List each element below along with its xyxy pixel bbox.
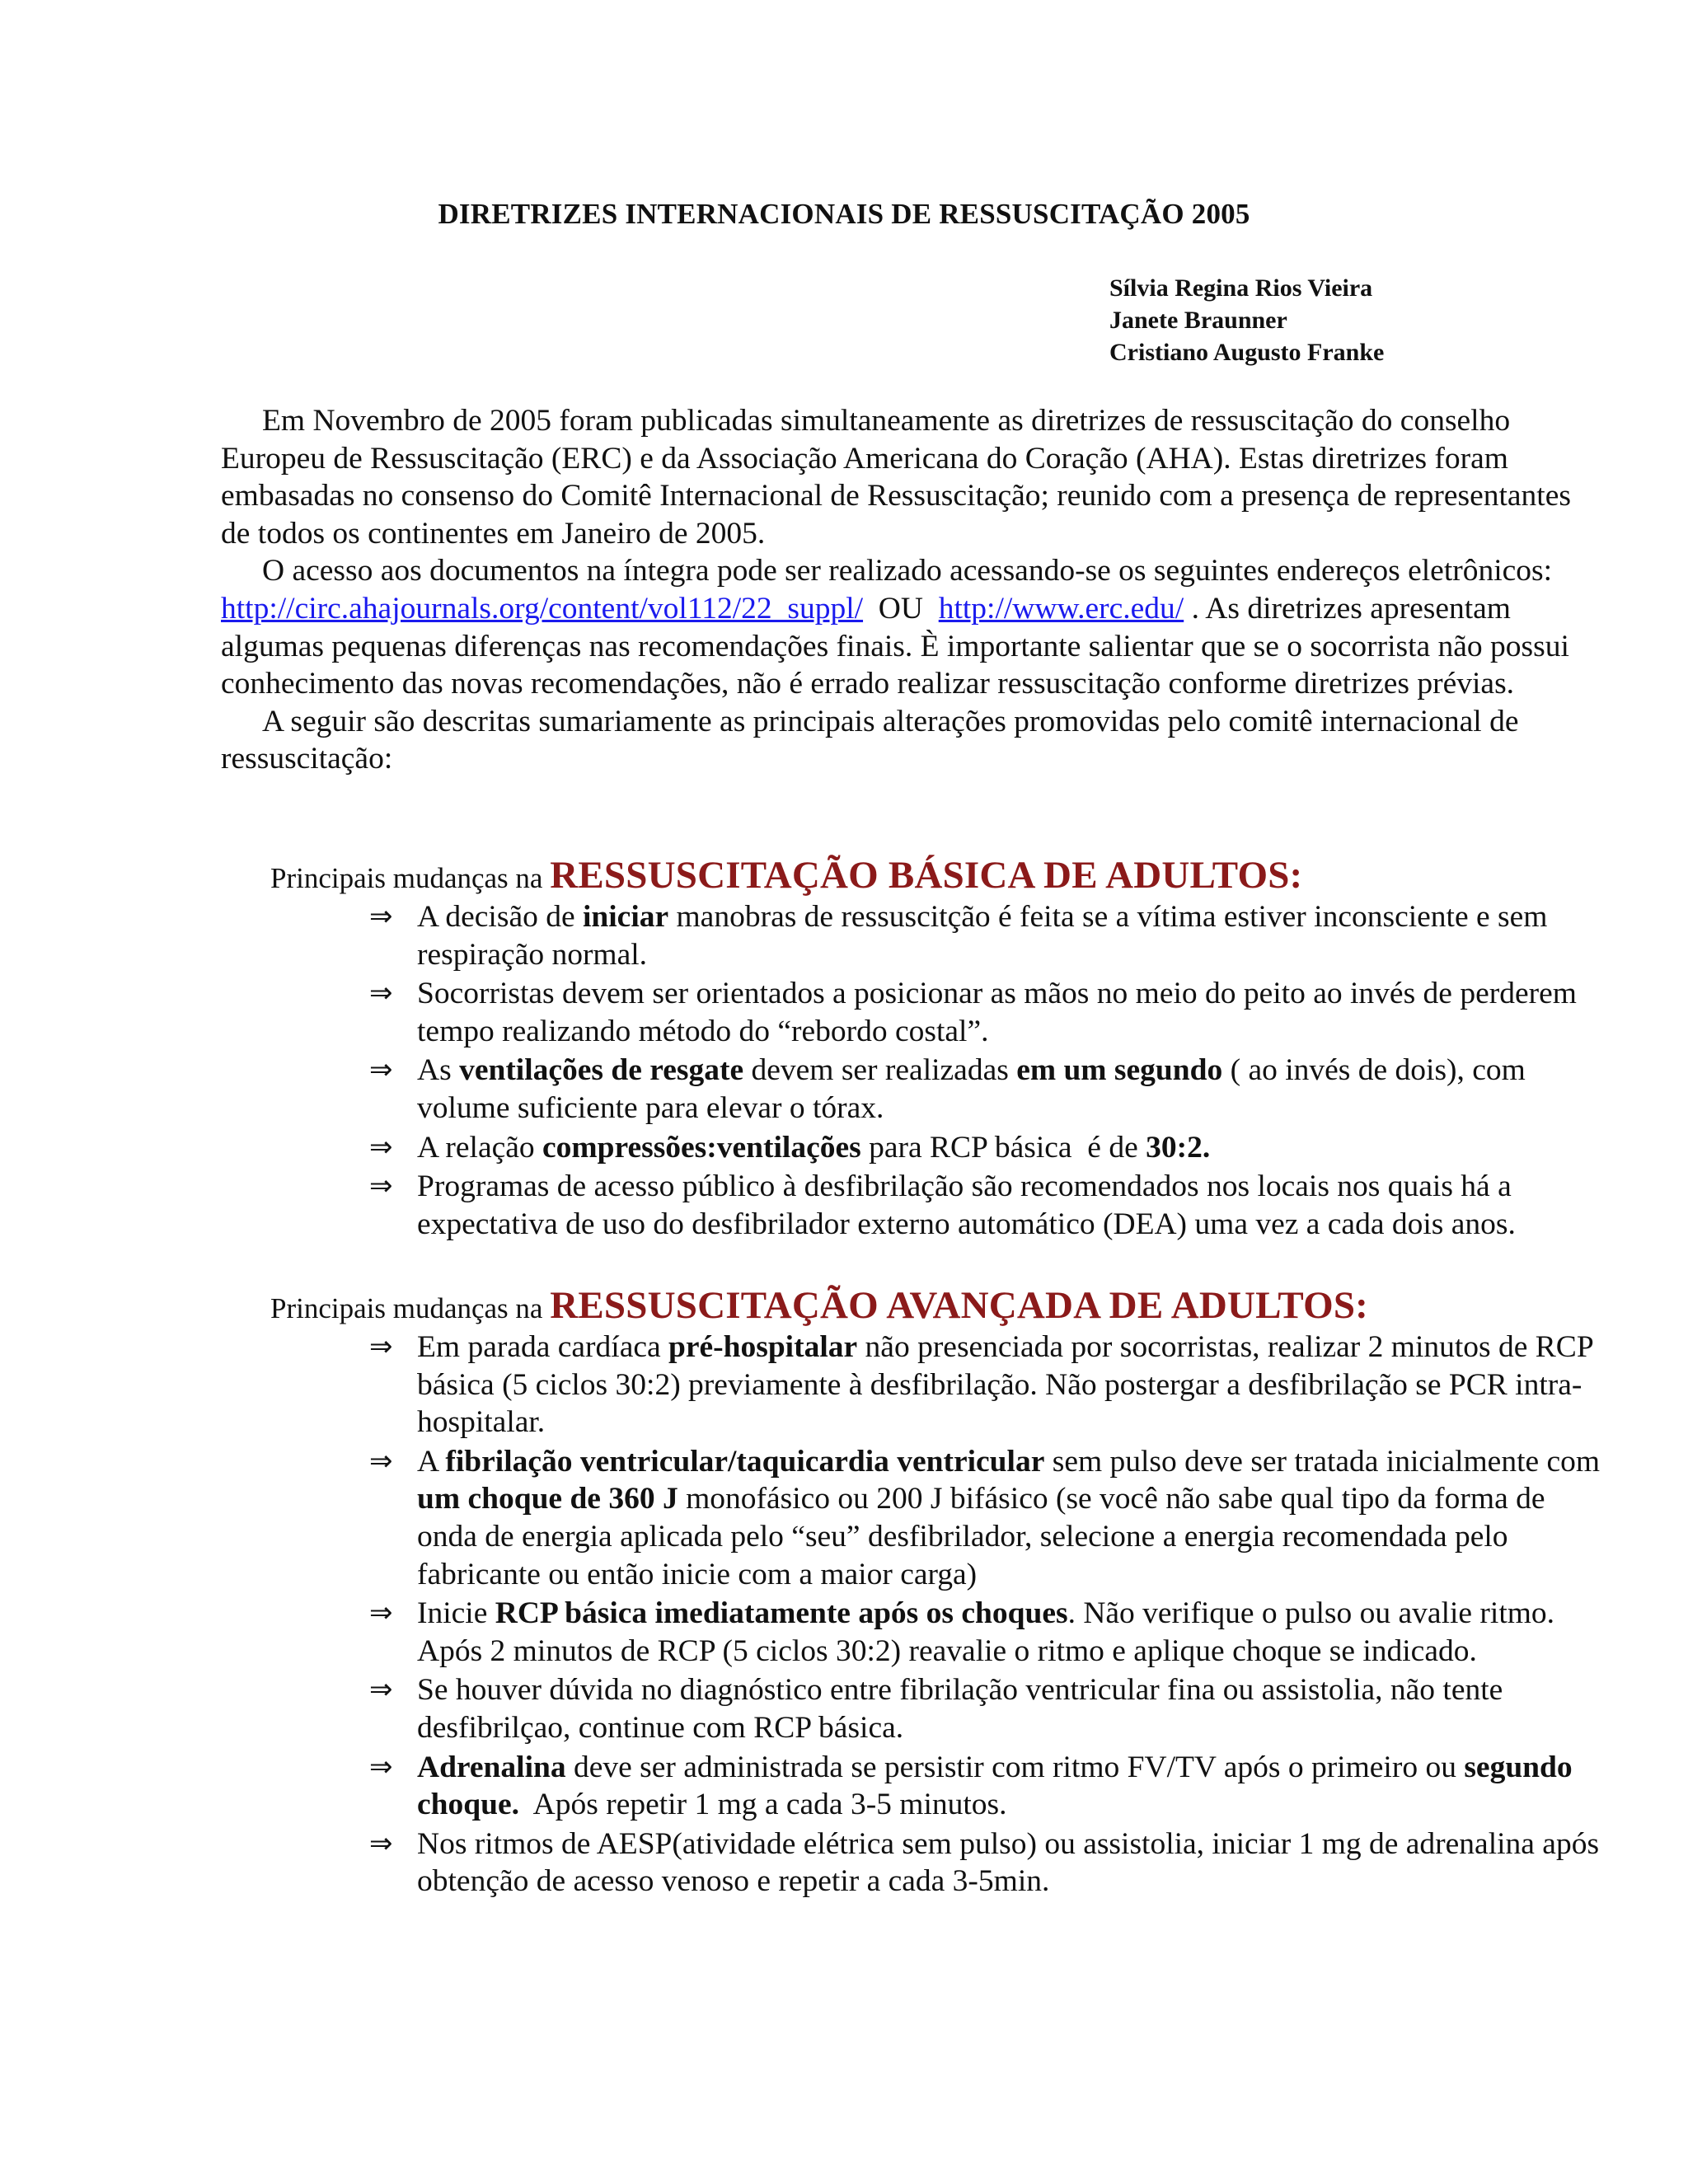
heading-title: RESSUSCITAÇÃO BÁSICA DE ADULTOS: [550,854,1303,897]
intro-paragraph-2 [221,552,1573,702]
author-name: Cristiano Augusto Franke [1109,339,1385,366]
item-text: sem pulso deve ser tratada inicialmente com [1044,1444,1601,1479]
advanced-changes-list [369,1329,1606,1902]
item-bold-text: em um segundo [1016,1053,1223,1088]
right-double-arrow-icon: ⇒ [369,900,393,933]
authors-block [1109,272,1384,368]
item-bold-text: fibrilação ventricular/taquicardia ventricular [445,1444,1045,1479]
item-text: A decisão de [417,900,583,934]
introduction [221,402,1573,778]
erc-link[interactable]: http://www.erc.edu/ [938,591,1184,626]
item-text: Se houver dúvida no diagnóstico entre fibrilação ventricular fina ou assistolia, não tente desfibrilçao, continue com RCP básica. [417,1673,1503,1745]
list-item [369,898,1606,973]
right-double-arrow-icon: ⇒ [369,1596,393,1630]
item-text: Socorristas devem ser orientados a posicionar as mãos no meio do peito ao invés de perderem tempo realizando método do “rebordo costal”. [417,977,1577,1048]
item-text: Inicie [417,1596,495,1631]
heading-prefix: Principais mudanças na [270,1292,551,1324]
intro-paragraph-3: A seguir são descritas sumariamente as principais alterações promovidas pelo comitê internacional de ressuscitação: [221,704,1519,776]
list-item [369,1052,1606,1127]
item-bold-text: pré-hospitalar [668,1330,858,1364]
list-item [369,1671,1606,1746]
list-item [369,975,1606,1050]
right-double-arrow-icon: ⇒ [369,1130,393,1164]
list-item [369,1329,1606,1441]
list-item [369,1825,1606,1900]
item-text: ( ao invés de dois), com volume suficiente para elevar o tórax. [417,1053,1526,1125]
document-title: DIRETRIZES INTERNACIONAIS DE RESSUSCITAÇÃO 2005 [438,198,1250,230]
basic-changes-list [369,898,1606,1244]
intro-paragraph-1: Em Novembro de 2005 foram publicadas simultaneamente as diretrizes de ressuscitação do conselho Europeu de Ressuscitação (ERC) e da Associação Americana do Coração (AHA). Estas diretrizes foram embasadas no consenso do Comitê Internacional de Ressuscitação; reunido com a presença de representantes de todos os continentes em Janeiro de 2005. [221,404,1571,551]
list-item [369,1595,1606,1670]
item-text: . Não verifique o pulso ou avalie ritmo. Após 2 minutos de RCP (5 ciclos 30:2) reavalie o ritmo e aplique choque se indicado. [417,1596,1568,1668]
item-text: As [417,1053,460,1088]
item-bold-text: RCP básica imediatamente após os choques [495,1596,1068,1631]
right-double-arrow-icon: ⇒ [369,1444,393,1478]
item-text: não presenciada por socorristas, realizar 2 minutos de RCP básica (5 ciclos 30:2) previamente à desfibrilação. Não postergar a desfibrilação se PCR intra-hospitalar. [417,1330,1593,1440]
item-bold-text: 30:2. [1146,1130,1211,1165]
item-text: A relação [417,1130,542,1165]
heading-prefix: Principais mudanças na [270,862,551,894]
item-bold-text: ventilações de resgate [459,1053,744,1088]
paragraph-text: OU [863,591,939,626]
item-text: deve ser administrada se persistir com ritmo FV/TV após o primeiro ou [565,1750,1465,1784]
item-text: A [417,1444,446,1479]
list-item [369,1443,1606,1593]
item-text: devem ser realizadas [743,1053,1017,1088]
author-name: Sílvia Regina Rios Vieira [1109,274,1373,302]
right-double-arrow-icon: ⇒ [369,1826,393,1860]
aha-link[interactable]: http://circ.ahajournals.org/content/vol112/22_suppl/ [221,591,864,626]
item-text: monofásico ou 200 J bifásico (se você não sabe qual tipo da forma de onda de energia aplicada pelo “seu” desfibrilador, selecione a energia recomendada pelo fabricante ou então inicie com a maior carga) [417,1482,1545,1591]
heading-title: RESSUSCITAÇÃO AVANÇADA DE ADULTOS: [550,1284,1369,1327]
item-text: para RCP básica é de [860,1130,1146,1165]
right-double-arrow-icon: ⇒ [369,1053,393,1087]
item-text: Nos ritmos de AESP(atividade elétrica sem pulso) ou assistolia, iniciar 1 mg de adrenalina após obtenção de acesso venoso e repetir a cada 3-5min. [417,1826,1600,1899]
right-double-arrow-icon: ⇒ [369,1169,393,1203]
right-double-arrow-icon: ⇒ [369,1750,393,1783]
item-text: Após repetir 1 mg a cada 3-5 minutos. [518,1788,1007,1822]
item-text: Programas de acesso público à desfibrilação são recomendados nos locais nos quais há a expectativa de uso do desfibrilador externo automático (DEA) uma vez a cada dois anos. [417,1169,1516,1241]
paragraph-text: O acesso aos documentos na íntegra pode ser realizado acessando-se os seguintes endereços eletrônicos: [262,554,1553,588]
list-item [369,1168,1606,1243]
item-bold-text: Adrenalina [417,1750,566,1784]
paragraph-text: . As diretrizes apresentam algumas pequenas diferenças nas recomendações finais. È importante salientar que se o socorrista não possui conhecimento das novas recomendações, não é errado realizar ressuscitação conforme diretrizes prévias. [221,591,1569,701]
basic-section-heading [270,855,1302,898]
advanced-section-heading [270,1286,1368,1329]
right-double-arrow-icon: ⇒ [369,1330,393,1363]
list-item [369,1129,1606,1167]
list-item [369,1749,1606,1824]
right-double-arrow-icon: ⇒ [369,1673,393,1707]
author-name: Janete Braunner [1109,307,1287,334]
item-bold-text: compressões:ventilações [542,1130,861,1165]
right-double-arrow-icon: ⇒ [369,977,393,1010]
item-text: Em parada cardíaca [417,1330,668,1364]
item-bold-text: iniciar [582,900,669,934]
item-bold-text: segundo choque. [417,1750,1573,1822]
item-text: manobras de ressuscitção é feita se a vítima estiver inconsciente e sem respiração normal. [417,900,1548,972]
item-bold-text: um choque de 360 J [417,1482,678,1516]
